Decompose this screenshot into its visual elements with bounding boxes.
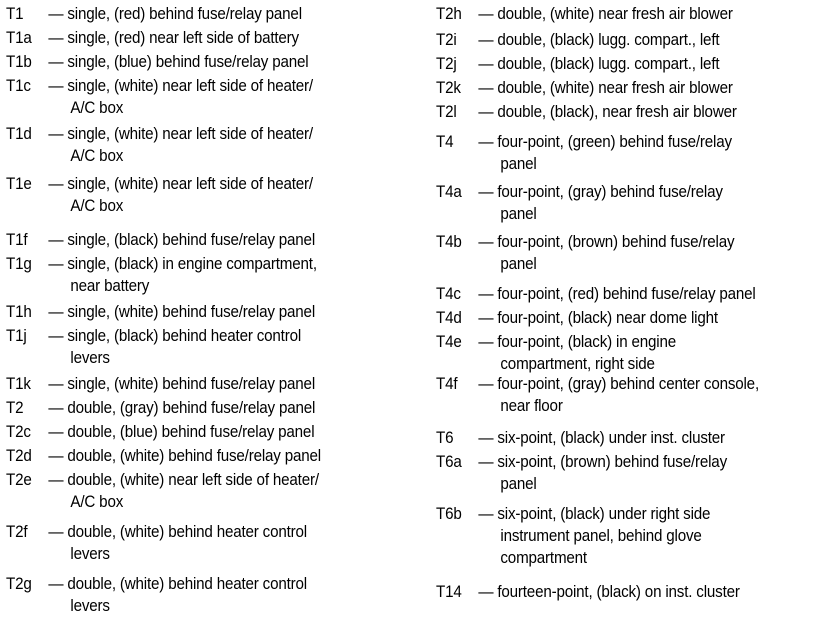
- connector-code: T1d: [6, 125, 32, 143]
- connector-description-continued: panel: [500, 155, 537, 173]
- connector-description-continued: instrument panel, behind glove: [500, 527, 702, 545]
- connector-code: T2l: [436, 103, 457, 121]
- connector-description-continued: A/C box: [70, 493, 124, 511]
- connector-description: — six-point, (black) under right side: [478, 505, 711, 523]
- connector-description-continued: levers: [70, 349, 110, 367]
- connector-description: — double, (white) near fresh air blower: [478, 5, 733, 23]
- connector-code: T4f: [436, 375, 458, 393]
- connector-description: — four-point, (black) near dome light: [478, 309, 718, 327]
- connector-code: T4: [436, 133, 454, 151]
- connector-description: — single, (black) behind fuse/relay panel: [48, 231, 316, 249]
- connector-description: — six-point, (brown) behind fuse/relay: [478, 453, 727, 471]
- connector-code: T2f: [6, 523, 28, 541]
- connector-code: T2k: [436, 79, 461, 97]
- connector-code: T2j: [436, 55, 457, 73]
- connector-description: — four-point, (red) behind fuse/relay panel: [478, 285, 756, 303]
- connector-description-continued: A/C box: [70, 197, 124, 215]
- connector-description: — four-point, (green) behind fuse/relay: [478, 133, 732, 151]
- connector-code: T4d: [436, 309, 462, 327]
- connector-code: T1j: [6, 327, 27, 345]
- connector-description: — double, (white) behind fuse/relay panel: [48, 447, 321, 465]
- connector-description: — single, (white) near left side of heater/: [48, 125, 313, 143]
- connector-description: — fourteen-point, (black) on inst. cluster: [478, 583, 740, 601]
- connector-description-continued: compartment: [500, 549, 587, 567]
- connector-code: T4c: [436, 285, 461, 303]
- connector-description-continued: levers: [70, 545, 110, 563]
- connector-description: — six-point, (black) under inst. cluster: [478, 429, 725, 447]
- connector-description-continued: A/C box: [70, 147, 124, 165]
- connector-description: — single, (white) near left side of heater/: [48, 77, 313, 95]
- connector-description-continued: panel: [500, 475, 537, 493]
- connector-description: — single, (white) near left side of heater/: [48, 175, 313, 193]
- connector-description: — double, (white) behind heater control: [48, 523, 307, 541]
- connector-description-continued: levers: [70, 597, 110, 615]
- connector-code: T1f: [6, 231, 28, 249]
- connector-code: T1g: [6, 255, 32, 273]
- connector-description: — double, (black) lugg. compart., left: [478, 55, 720, 73]
- connector-code: T2d: [6, 447, 32, 465]
- connector-code: T6b: [436, 505, 462, 523]
- connector-code: T2h: [436, 5, 462, 23]
- connector-code: T1a: [6, 29, 32, 47]
- connector-code: T1c: [6, 77, 31, 95]
- connector-code: T1e: [6, 175, 32, 193]
- connector-code: T2c: [6, 423, 31, 441]
- connector-description-continued: A/C box: [70, 99, 124, 117]
- connector-code: T6a: [436, 453, 462, 471]
- connector-description-continued: compartment, right side: [500, 355, 655, 373]
- connector-description-continued: near floor: [500, 397, 563, 415]
- connector-description-continued: panel: [500, 205, 537, 223]
- connector-description: — four-point, (gray) behind fuse/relay: [478, 183, 723, 201]
- connector-description: — double, (blue) behind fuse/relay panel: [48, 423, 315, 441]
- connector-description: — single, (red) behind fuse/relay panel: [48, 5, 302, 23]
- connector-code: T2g: [6, 575, 32, 593]
- connector-description: — four-point, (black) in engine: [478, 333, 676, 351]
- connector-description: — double, (white) near left side of heater/: [48, 471, 319, 489]
- connector-code: T14: [436, 583, 462, 601]
- connector-code: T1b: [6, 53, 32, 71]
- connector-description: — four-point, (gray) behind center console,: [478, 375, 759, 393]
- connector-description: — single, (white) behind fuse/relay panel: [48, 375, 316, 393]
- connector-description: — single, (black) in engine compartment,: [48, 255, 317, 273]
- connector-code: T1: [6, 5, 24, 23]
- connector-description-continued: panel: [500, 255, 537, 273]
- connector-description: — double, (black) lugg. compart., left: [478, 31, 720, 49]
- connector-code: T1h: [6, 303, 32, 321]
- connector-description-continued: near battery: [70, 277, 150, 295]
- connector-code: T4a: [436, 183, 462, 201]
- connector-code: T2: [6, 399, 24, 417]
- connector-description: — single, (blue) behind fuse/relay panel: [48, 53, 309, 71]
- connector-code: T1k: [6, 375, 31, 393]
- connector-description: — single, (white) behind fuse/relay panel: [48, 303, 316, 321]
- connector-description: — four-point, (brown) behind fuse/relay: [478, 233, 735, 251]
- connector-code: T6: [436, 429, 454, 447]
- connector-code: T2i: [436, 31, 457, 49]
- connector-description: — double, (white) behind heater control: [48, 575, 307, 593]
- connector-code: T2e: [6, 471, 32, 489]
- connector-description: — single, (red) near left side of battery: [48, 29, 299, 47]
- connector-code: T4e: [436, 333, 462, 351]
- connector-description: — double, (black), near fresh air blower: [478, 103, 737, 121]
- connector-description: — single, (black) behind heater control: [48, 327, 302, 345]
- connector-code: T4b: [436, 233, 462, 251]
- connector-description: — double, (gray) behind fuse/relay panel: [48, 399, 316, 417]
- connector-description: — double, (white) near fresh air blower: [478, 79, 733, 97]
